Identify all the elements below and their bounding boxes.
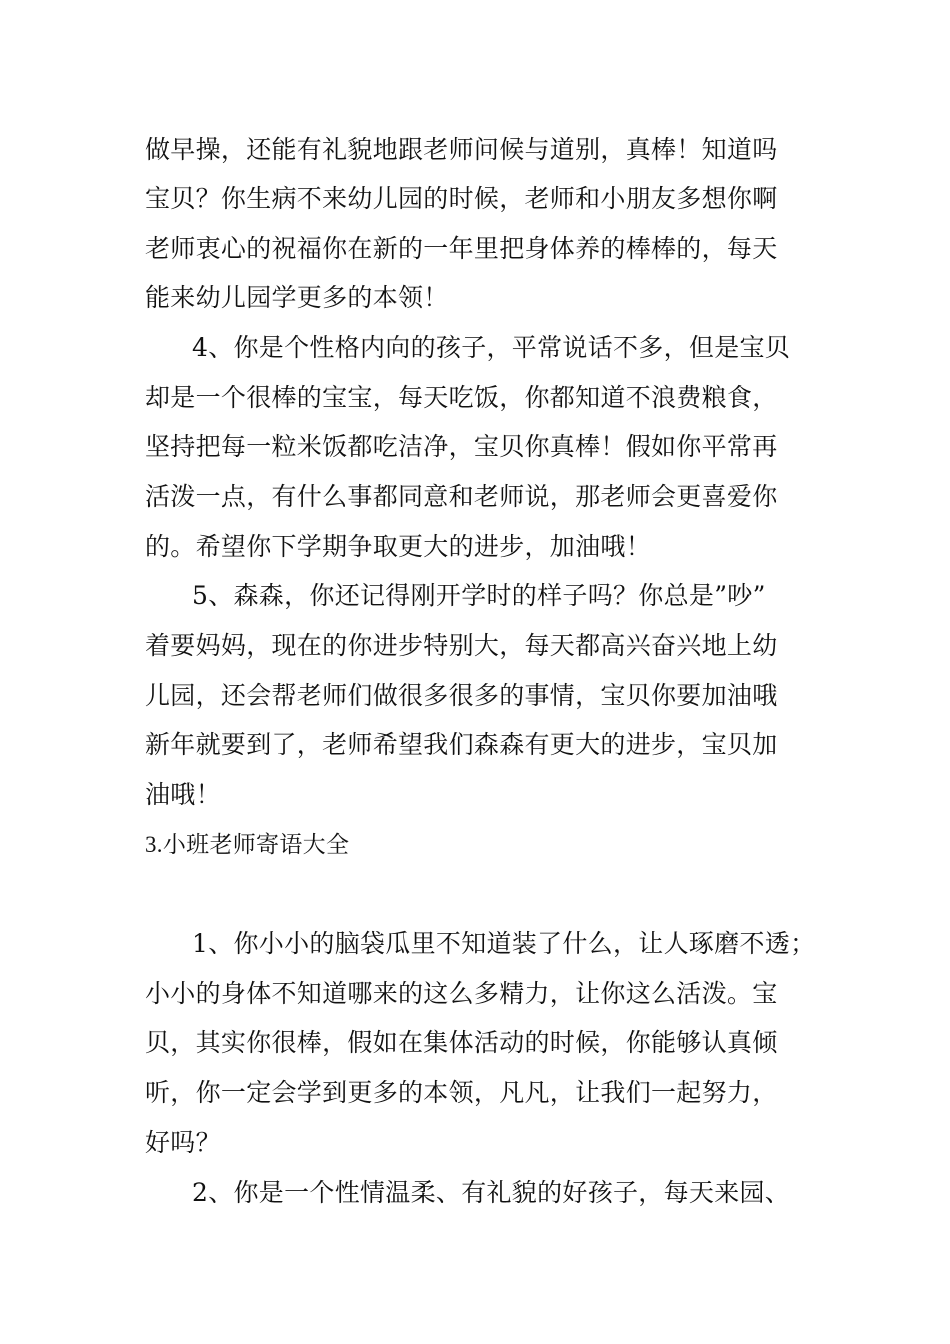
text-line: 能来幼儿园学更多的本领！	[145, 283, 449, 312]
paragraph-start: 1、你小小的脑袋瓜里不知道装了什么，让人琢磨不透；	[192, 929, 816, 958]
text-line: 新年就要到了，老师希望我们森森有更大的进步，宝贝加	[145, 730, 778, 759]
paragraph-start: 2、你是一个性情温柔、有礼貌的好孩子，每天来园、	[192, 1178, 791, 1207]
text-line: 着要妈妈，现在的你进步特别大，每天都高兴奋兴地上幼	[145, 631, 778, 660]
text-line: 儿园，还会帮老师们做很多很多的事情，宝贝你要加油哦	[145, 681, 778, 710]
text-line: 做早操，还能有礼貌地跟老师问候与道别，真棒！知道吗	[145, 135, 778, 164]
paragraph-start: 4、你是个性格内向的孩子，平常说话不多，但是宝贝	[192, 333, 791, 362]
text-line: 却是一个很棒的宝宝，每天吃饭，你都知道不浪费粮食，	[145, 383, 778, 412]
section-heading: 3.小班老师寄语大全	[145, 832, 350, 857]
text-line: 活泼一点，有什么事都同意和老师说，那老师会更喜爱你	[145, 482, 778, 511]
text-line: 听，你一定会学到更多的本领，凡凡，让我们一起努力，	[145, 1078, 778, 1107]
text-line: 好吗？	[145, 1128, 221, 1157]
text-line: 油哦！	[145, 780, 221, 809]
text-line: 宝贝？你生病不来幼儿园的时候，老师和小朋友多想你啊	[145, 184, 778, 213]
text-line: 的。希望你下学期争取更大的进步，加油哦！	[145, 532, 652, 561]
text-line: 小小的身体不知道哪来的这么多精力，让你这么活泼。宝	[145, 979, 778, 1008]
text-line: 贝，其实你很棒，假如在集体活动的时候，你能够认真倾	[145, 1028, 778, 1057]
text-line: 坚持把每一粒米饭都吃洁净，宝贝你真棒！假如你平常再	[145, 432, 778, 461]
text-line: 老师衷心的祝福你在新的一年里把身体养的棒棒的，每天	[145, 234, 778, 263]
paragraph-start: 5、森森，你还记得刚开学时的样子吗？你总是”吵”	[192, 581, 766, 610]
